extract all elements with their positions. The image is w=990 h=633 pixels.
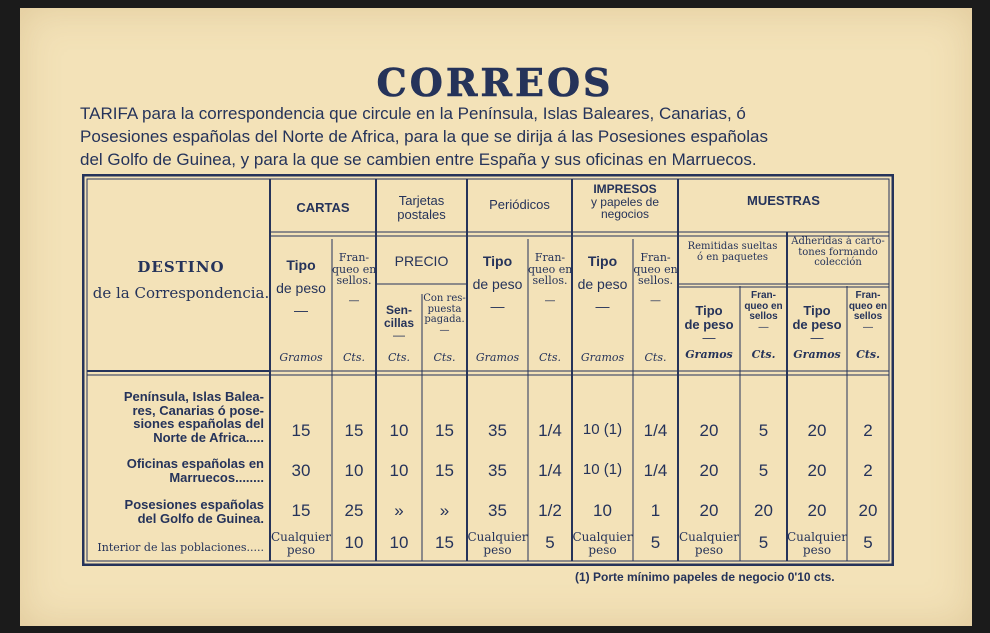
table-cell: 30 [291,461,311,480]
tariff-table [82,174,894,566]
tarjetas-header [376,194,467,221]
queo-line: queo en [332,262,377,276]
row-label-interior [92,542,264,554]
table-cell: 5 [650,533,661,552]
unit-cts: Cts. [433,351,456,364]
remitidas-franqueo [740,291,787,333]
con-respuesta-header [422,294,467,336]
unit-gramos: Gramos [793,348,841,361]
sellos-line: sellos. [336,274,372,288]
adheridas-line-2: tones formando [798,246,878,258]
sencillas-header [376,304,422,342]
dash: — [758,321,769,333]
remitidas-tipo-peso [678,304,740,345]
adheridas-line-3: colección [814,257,862,268]
dash: — [810,330,824,346]
table-cell: 20 [807,501,827,520]
row-label-line: Marruecos........ [169,469,264,485]
dash: — [490,298,505,315]
table-cell: 5 [863,533,873,552]
cartas-tipo-peso [270,258,332,318]
sellos-line: sellos. [532,274,568,288]
fran-line: Fran- [338,251,370,264]
table-cell: 1 [650,501,661,520]
destino-header: DESTINO [137,258,225,276]
adheridas-line-1: Adheridas á carto- [791,236,885,247]
table-cell: 10 (1) [582,421,623,438]
table-cell: 15 [435,533,454,552]
table-cell: Cualquier peso [787,530,847,557]
unit-cts: Cts. [644,351,667,364]
dash: — [393,328,405,343]
dash: — [294,302,308,319]
table-cell: Cualquier peso [572,530,633,557]
table-cell: 15 [435,461,454,480]
table-cell: 35 [488,461,507,480]
row-label-line: Posesiones españolas [124,497,264,512]
fran-line: Fran- [534,251,566,264]
impresos-header [572,183,678,221]
row-label-peninsula [92,390,264,445]
dash: — [348,293,360,307]
impresos-franqueo [633,252,678,306]
dash: — [595,298,610,315]
queo-line: queo en [848,300,888,312]
adheridas-tipo-peso [787,304,847,345]
peso-line: de peso [684,316,734,332]
periodicos-header: Periódicos [489,197,550,212]
pagada-line: pagada. [424,314,465,325]
unit-cts: Cts. [388,351,410,364]
row-label-line: res, Canarias ó pose- [132,402,264,418]
table-cell: » [394,501,404,520]
unit-cts: Cts. [539,351,561,364]
subtitle-line-2: Posesiones españolas del Norte de Africa, para la que se dirija á las Posesiones españolas [80,127,768,146]
table-cell: 10 (1) [582,461,623,478]
table-cell: 20 [807,421,827,440]
remitidas-line-2: ó en paquetes [697,251,768,263]
fran-line: Fran- [751,290,776,301]
adheridas-header [787,237,889,269]
impresos-line-1: IMPRESOS [593,182,657,196]
subtitle-line-3: del Golfo de Guinea, y para la que se cambien entre España y sus oficinas en Marruecos. [80,150,757,169]
table-cell: 10 [389,421,409,440]
fran-line: Fran- [640,251,671,264]
destino-subheader: de la Correspondencia. [92,284,270,302]
row-label-line: Oficinas españolas en [126,456,264,471]
peso-line: de peso [577,275,628,292]
unit-cts: Cts. [343,351,365,364]
table-cell: 35 [488,421,507,440]
tipo-line: Tipo [286,257,316,273]
periodicos-tipo-peso [467,254,528,314]
unit-gramos: Gramos [279,351,323,364]
table-cell: 10 [344,533,364,552]
row-label-line: Interior de las poblaciones..... [97,541,264,554]
table-cell: 35 [488,501,507,520]
cartas-header: CARTAS [296,200,350,215]
table-cell: 10 [593,501,612,520]
remitidas-header [678,242,787,263]
table-cell: 15 [435,421,454,440]
cartas-franqueo [332,252,376,306]
queo-line: queo en [528,262,573,276]
tipo-line: Tipo [587,253,618,269]
table-cell: 1/2 [538,501,562,520]
table-cell: 1/4 [643,421,668,440]
table-cell: Cualquier peso [467,530,528,557]
row-label-line: del Golfo de Guinea. [137,510,264,526]
precio-header: PRECIO [394,253,449,269]
row-label-line: Norte de Africa..... [153,429,264,445]
unit-gramos: Gramos [475,351,520,364]
table-cell: 1/4 [538,421,562,440]
adheridas-franqueo [847,291,889,333]
table-cell: 20 [858,501,878,520]
queo-line: queo en [744,300,783,312]
footnote: (1) Porte mínimo papeles de negocio 0'10 cts. [575,570,835,584]
table-cell: 15 [344,421,364,440]
table-cell: » [439,501,450,520]
table-cell: 1/4 [643,461,668,480]
table-cell: 10 [344,461,364,480]
fran-line: Fran- [855,290,881,301]
sen-line: Sen- [385,303,412,317]
table-cell: 20 [754,501,773,520]
peso-line: de peso [792,316,842,332]
unit-cts: Cts. [751,348,776,361]
page-title: CORREOS [376,60,614,105]
cillas-line: cillas [383,315,415,330]
unit-gramos: Gramos [580,351,625,364]
table-cell: 20 [699,461,719,480]
unit-cts: Cts. [856,348,880,361]
tipo-line: Tipo [695,303,723,318]
table-cell: Cualquier peso [271,530,331,557]
con-res-line: Con res- [423,293,466,304]
impresos-tipo-peso [572,254,633,314]
dash: — [702,330,716,346]
sellos-line: sellos [853,311,883,322]
tipo-line: Tipo [803,303,831,318]
dash: — [650,293,661,307]
dash: — [863,321,873,333]
queo-line: queo en [633,262,678,276]
unit-gramos: Gramos [685,348,733,361]
remitidas-line-1: Remitidas sueltas [687,241,778,252]
table-cell: 20 [807,461,827,480]
table-cell: 15 [291,421,311,440]
table-cell: 1/4 [538,461,562,480]
row-label-line: siones españolas del [133,416,264,432]
dash: — [544,293,556,307]
table-cell: 10 [389,533,409,552]
table-cell: 10 [389,461,409,480]
table-cell: 5 [758,533,769,552]
sellos-line: sellos. [638,274,673,288]
table-cell: Cualquier peso [679,530,739,557]
table-cell: 5 [545,533,555,552]
impresos-line-3: negocios [600,207,650,222]
puesta-line: puesta [427,303,462,315]
peso-line: de peso [276,279,326,296]
tarjetas-line-2: postales [397,206,446,222]
tipo-line: Tipo [482,253,513,269]
subtitle-line-1: TARIFA para la correspondencia que circule en la Península, Islas Baleares, Canarias, ó [80,104,746,123]
peso-line: de peso [472,275,523,292]
muestras-header: MUESTRAS [747,193,820,208]
periodicos-franqueo [528,252,572,306]
tarjetas-line-1: Tarjetas [398,193,445,208]
table-cell: 5 [758,421,769,440]
row-label-marruecos [92,457,264,484]
table-cell: 20 [699,421,719,440]
row-label-line: Península, Islas Balea- [123,389,264,404]
table-cell: 2 [863,421,873,440]
table-cell: 5 [758,461,769,480]
table-cell: 20 [699,501,719,520]
sellos-line: sellos [749,311,778,322]
row-label-guinea [92,498,264,525]
table-cell: 25 [344,501,364,520]
table-cell: 15 [291,501,311,520]
impresos-line-2: y papeles de [590,194,660,209]
dash: — [439,324,450,336]
table-cell: 2 [863,461,873,480]
